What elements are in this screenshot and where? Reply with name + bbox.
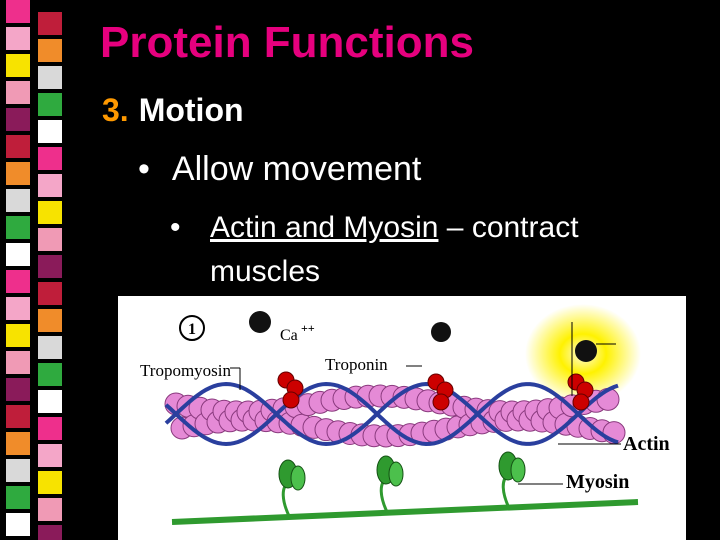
stripe-block [6,378,30,401]
stripe-block [38,66,62,89]
stripe-block [6,243,30,266]
step-number: 1 [188,321,196,338]
decorative-stripe [0,0,70,540]
bullet-marker: • [138,150,150,188]
stripe-block [6,324,30,347]
stripe-block [6,0,30,23]
stripe-block [6,405,30,428]
stripe-block [38,309,62,332]
stripe-block [38,93,62,116]
stripe-block [6,27,30,50]
stripe-block [38,444,62,467]
stripe-block [6,351,30,374]
bullet-text: Allow movement [171,150,422,188]
stripe-block [38,336,62,359]
calcium-ion [431,322,451,342]
stripe-block [38,147,62,170]
stripe-block [38,417,62,440]
bullet-term: Actin and Myosin [210,211,439,244]
stripe-block [38,498,62,521]
stripe-block [38,201,62,224]
bullet-allow-movement [138,150,421,189]
stripe-block [6,270,30,293]
calcium-ion [575,340,597,362]
myosin-head [389,462,403,486]
calcium-ion [249,311,271,333]
calcium-label: Ca [280,327,298,344]
stripe-block [38,39,62,62]
stripe-block [38,228,62,251]
bullet-actin-myosin [170,206,690,294]
stripe-block [6,54,30,77]
bullet-text: contract muscles [210,211,579,288]
troponin-subunit [573,394,589,410]
stripe-block [6,189,30,212]
myosin-label: Myosin [566,471,630,493]
stripe-block [6,432,30,455]
stripe-block [6,297,30,320]
stripe-block [6,81,30,104]
point-number: 3. [102,92,129,128]
myosin-head [511,458,525,482]
stripe-block [38,12,62,35]
stripe-block [38,471,62,494]
stripe-block [6,162,30,185]
actin-label: Actin [623,433,670,455]
stripe-block [6,216,30,239]
stripe-block [6,108,30,131]
calcium-charge-label: ++ [301,321,315,335]
stripe-block [38,255,62,278]
stripe-block [38,363,62,386]
point-text: Motion [138,92,244,128]
troponin-subunit [433,394,449,410]
stripe-block [38,525,62,540]
myosin-tail [172,502,638,522]
diagram-canvas [118,296,686,540]
troponin-subunit [283,392,299,408]
tropomyosin-label: Tropomyosin [140,361,232,380]
stripe-block [38,390,62,413]
stripe-block [6,459,30,482]
myosin-head [291,466,305,490]
troponin-label: Troponin [325,355,388,374]
bullet-marker: • [170,211,181,244]
stripe-block [38,282,62,305]
slide-title: Protein Functions [100,18,474,67]
stripe-block [38,174,62,197]
point-motion [102,92,244,129]
stripe-block [6,513,30,536]
step-badge [180,316,204,340]
stripe-block [6,135,30,158]
actin-myosin-diagram [118,296,686,540]
stripe-block [6,486,30,509]
bullet-dash: – [438,211,472,244]
stripe-block [38,120,62,143]
